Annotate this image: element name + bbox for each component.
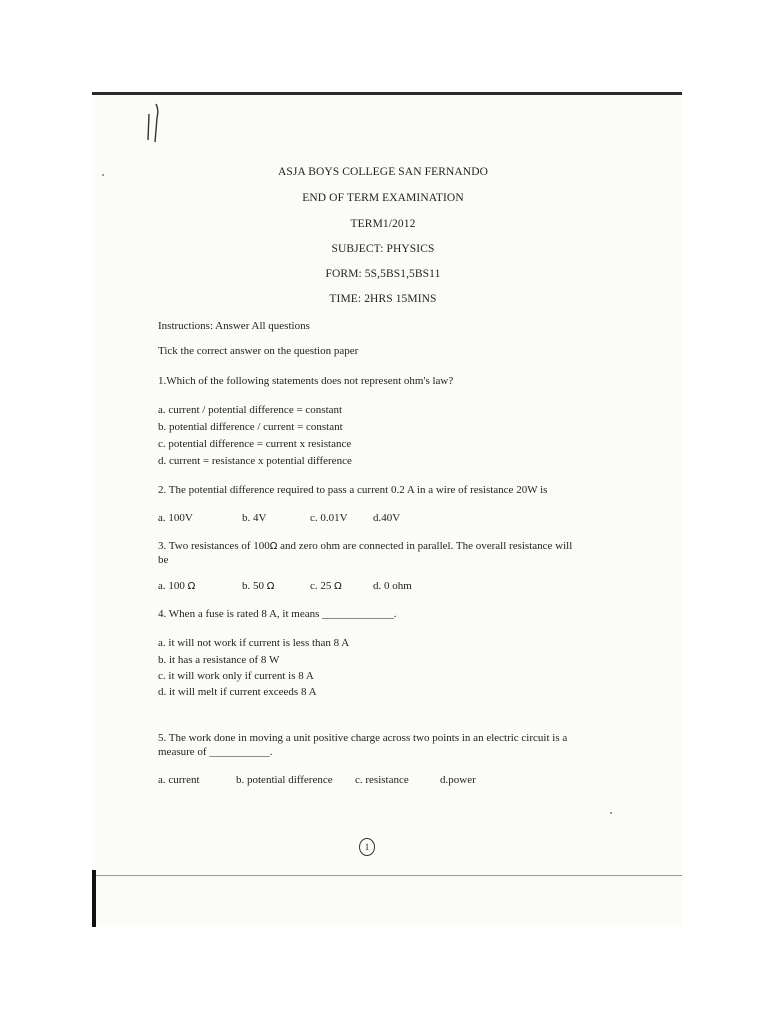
question-3-text xyxy=(158,540,572,553)
question-3-option-a[interactable] xyxy=(158,580,195,593)
question-1-option-c[interactable]: c. potential difference = current x resistance xyxy=(158,438,352,450)
exam-time: TIME: 2HRS 15MINS xyxy=(329,293,437,305)
question-2-option-b[interactable]: b. 4V xyxy=(242,512,267,524)
exam-subject: SUBJECT: PHYSICS xyxy=(331,243,435,255)
question-3-option-a-label: a. 100 xyxy=(158,580,185,592)
exam-term: TERM1/2012 xyxy=(350,218,416,230)
question-5-option-c[interactable]: c. resistance xyxy=(355,774,409,786)
page-top-edge xyxy=(92,92,682,95)
instructions-line: Tick the correct answer on the question paper xyxy=(158,345,359,357)
scan-shadow-bar xyxy=(92,870,96,927)
question-4-option-a[interactable]: a. it will not work if current is less than 8 A xyxy=(158,637,350,649)
ohm-symbol: Ω xyxy=(266,581,275,592)
question-2-option-a[interactable]: a. 100V xyxy=(158,512,193,524)
scan-speck xyxy=(102,174,104,176)
page-bottom-edge xyxy=(92,875,682,876)
question-2-option-c[interactable]: c. 0.01V xyxy=(310,512,348,524)
question-4-option-c[interactable]: c. it will work only if current is 8 A xyxy=(158,670,314,682)
question-4-option-b[interactable]: b. it has a resistance of 8 W xyxy=(158,654,280,666)
question-5-option-b[interactable]: b. potential difference xyxy=(236,774,333,786)
question-3-text-start: 3. Two resistances of 100 xyxy=(158,540,270,552)
pen-mark-icon xyxy=(140,100,170,145)
question-3-option-d[interactable]: d. 0 ohm xyxy=(373,580,412,592)
question-5-option-a[interactable]: a. current xyxy=(158,774,200,786)
question-1-option-d[interactable]: d. current = resistance x potential difference xyxy=(158,455,352,467)
question-3-option-b-label: b. 50 xyxy=(242,580,264,592)
question-5-option-d[interactable]: d.power xyxy=(440,774,476,786)
question-2-option-d[interactable]: d.40V xyxy=(373,512,401,524)
question-4-option-d[interactable]: d. it will melt if current exceeds 8 A xyxy=(158,686,317,698)
question-1-text: 1.Which of the following statements does not represent ohm's law? xyxy=(158,375,454,387)
question-1-option-b[interactable]: b. potential difference / current = constant xyxy=(158,421,343,433)
page-number: 1 xyxy=(359,838,375,856)
question-3-text-line2: be xyxy=(158,554,169,566)
instructions-line: Instructions: Answer All questions xyxy=(158,320,310,332)
ohm-symbol: Ω xyxy=(187,581,196,592)
exam-form: FORM: 5S,5BS1,5BS11 xyxy=(325,268,441,280)
ohm-symbol: Ω xyxy=(334,581,342,592)
school-name: ASJA BOYS COLLEGE SAN FERNANDO xyxy=(277,166,489,178)
question-3-option-c[interactable] xyxy=(310,580,342,593)
question-3-option-c-label: c. 25 xyxy=(310,580,332,592)
scan-speck xyxy=(610,812,612,814)
question-5-text: 5. The work done in moving a unit positive charge across two points in an electric circuit is a xyxy=(158,732,568,744)
question-2-text: 2. The potential difference required to pass a current 0.2 A in a wire of resistance 20W is xyxy=(158,484,548,496)
question-1-option-a[interactable]: a. current / potential difference = constant xyxy=(158,404,343,416)
question-5-text-line2: measure of ___________. xyxy=(158,746,273,758)
question-3-option-b[interactable] xyxy=(242,580,274,593)
exam-title: END OF TERM EXAMINATION xyxy=(302,192,464,204)
question-3-text-rest: and zero ohm are connected in parallel. The overall resistance will xyxy=(277,540,573,552)
question-4-text: 4. When a fuse is rated 8 A, it means _____________. xyxy=(158,608,397,620)
ohm-symbol: Ω xyxy=(269,541,278,552)
